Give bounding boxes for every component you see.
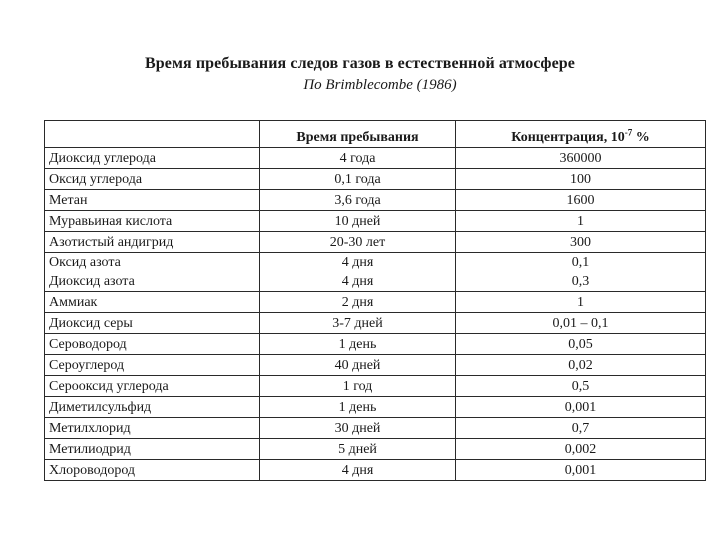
table-row [45, 313, 706, 334]
residence-time: 3,6 года [260, 190, 456, 211]
table-row [45, 148, 706, 169]
residence-time: 20-30 лет [260, 232, 456, 253]
table-row [45, 232, 706, 253]
concentration: 0,02 [456, 355, 706, 376]
concentration: 1600 [456, 190, 706, 211]
residence-time: 0,1 года [260, 169, 456, 190]
table-row [45, 397, 706, 418]
gas-name [45, 253, 260, 292]
gas-name: Серооксид углерода [45, 376, 260, 397]
gas-name: Аммиак [45, 292, 260, 313]
header-concentration-unit: % [632, 130, 650, 145]
table-row [45, 334, 706, 355]
concentration: 0,7 [456, 418, 706, 439]
gas-name: Метилиодрид [45, 439, 260, 460]
gas-residence-table [44, 120, 706, 481]
table-row [45, 169, 706, 190]
table-row [45, 376, 706, 397]
header-gas [45, 121, 260, 148]
residence-time-line-1: 4 дня [341, 255, 374, 270]
residence-time [260, 253, 456, 292]
residence-time: 5 дней [260, 439, 456, 460]
concentration: 300 [456, 232, 706, 253]
concentration: 1 [456, 292, 706, 313]
table-row [45, 460, 706, 481]
gas-name: Метан [45, 190, 260, 211]
header-concentration-label: Концентрация, 10 [511, 130, 625, 145]
residence-time: 4 года [260, 148, 456, 169]
concentration: 360000 [456, 148, 706, 169]
residence-time: 30 дней [260, 418, 456, 439]
gas-name: Сероуглерод [45, 355, 260, 376]
gas-name-line-1: Оксид азота [49, 255, 121, 270]
residence-time: 1 день [260, 334, 456, 355]
residence-time: 10 дней [260, 211, 456, 232]
concentration: 0,01 – 0,1 [456, 313, 706, 334]
concentration: 0,001 [456, 397, 706, 418]
header-residence-time: Время пребывания [260, 121, 456, 148]
concentration-line-1: 0,1 [571, 255, 590, 270]
gas-name: Диметилсульфид [45, 397, 260, 418]
residence-time: 3-7 дней [260, 313, 456, 334]
concentration: 0,05 [456, 334, 706, 355]
gas-name: Оксид углерода [45, 169, 260, 190]
concentration: 0,5 [456, 376, 706, 397]
table-header-row [45, 121, 706, 148]
gas-name-line-2: Диоксид азота [49, 274, 135, 289]
concentration: 0,001 [456, 460, 706, 481]
table-row [45, 355, 706, 376]
table-row [45, 253, 706, 292]
residence-time: 1 год [260, 376, 456, 397]
gas-name: Диоксид углерода [45, 148, 260, 169]
table-row [45, 211, 706, 232]
gas-name: Хлороводород [45, 460, 260, 481]
concentration-line-2: 0,3 [571, 274, 590, 289]
gas-name: Диоксид серы [45, 313, 260, 334]
residence-time: 40 дней [260, 355, 456, 376]
gas-name: Сероводород [45, 334, 260, 355]
residence-time: 1 день [260, 397, 456, 418]
concentration [456, 253, 706, 292]
concentration: 100 [456, 169, 706, 190]
gas-name: Метилхлорид [45, 418, 260, 439]
header-concentration-exponent: -7 [624, 127, 633, 138]
gas-name: Муравьиная кислота [45, 211, 260, 232]
residence-time: 4 дня [260, 460, 456, 481]
residence-time-line-2: 4 дня [341, 274, 374, 289]
table-row [45, 190, 706, 211]
table-row [45, 418, 706, 439]
concentration: 1 [456, 211, 706, 232]
gas-name: Азотистый андигрид [45, 232, 260, 253]
table-row [45, 439, 706, 460]
concentration: 0,002 [456, 439, 706, 460]
page-title: Время пребывания следов газов в естественной атмосфере [145, 55, 575, 72]
page-subtitle: По Brimblecombe (1986) [303, 77, 457, 93]
header-concentration [456, 121, 706, 148]
residence-time: 2 дня [260, 292, 456, 313]
table-row [45, 292, 706, 313]
